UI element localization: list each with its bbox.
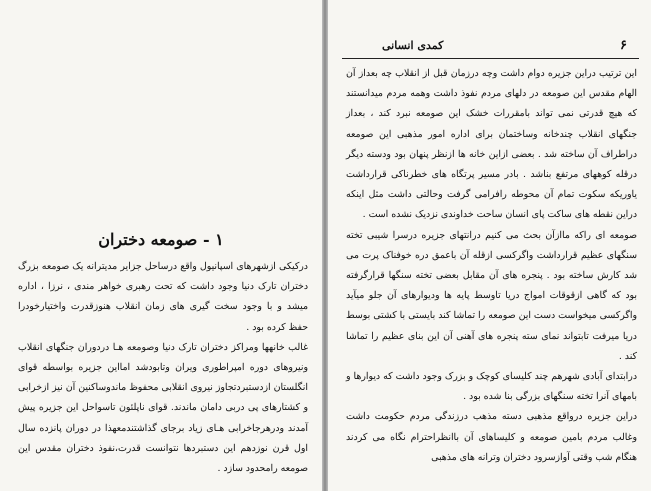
paragraph: این ترتیب دراین جزیره دوام داشت وچه درزمان قبل از انقلاب چه بعداز آن الهام مقدس این صومعه در دلهای مردم نفوذ داشت وهمه مردم میدانستند که هیچ قدرتی نمی تواند بامقررات خشک این صومعه نبرد کند ، بعداز جنگهای انقلاب چندخانه وساختمان برای اداره امور مذهبی این صومعه دراطراف آن ساخته شد . بعضی ازاین خانه ها ازنظر پنهان بود ودسته دیگر درقله کوههای مرتفع بناشد . بادر مسیر پرتگاه های خطرناکی قرارداشت یاوریکه سکوت تمام آن محوطه رافرامی گرفت وحالتی داشت مثل اینکه دراین نقطه های ساکت پای انسان ساحت خداوندی نزدیک نشده است .: [346, 68, 637, 221]
page-number: ۶: [620, 37, 627, 53]
right-page: [328, 0, 651, 491]
paragraph: دراین جزیره درواقع مذهبی دسته مذهب درزندگی مردم حکومت داشت وغالب مردم بامین صومعه و کلیساهای آن باانظراحترام نگاه می کردند هنگام شب وقتی آوازسرود دختران وترانه های مذهبی: [346, 411, 637, 463]
book-gutter: [322, 0, 328, 491]
paragraph: غالب خانهها ومراکز دختران تارک دنیا وصومعه هـا دردوران جنگهای انقلاب ونیروهای دوره امپراطوری ویران وتابودشد امااین جزیره بواسطه قوای انگلستان ازدستبردتجاوز نیروی انقلابی محفوظ ماندوساکنین آن نیز ازخرابی و کشتارهای پی دربی دامان ماندند. قوای ناپلئون تاسواحل این جزیره پیش آمدند ودرهرجاخرابی هـای زیاد برجای گذاشتندمعهذا در دوران پانزده سال اول قرن نوزدهم این دستبردها نتوانست قدرت،نفوذ دختران مقدس این صومعه رامحدود سازد .: [18, 341, 308, 475]
header-rule: [342, 58, 639, 59]
paragraph: درابتدای آبادی شهرهم چند کلیسای کوچک و بزرک وجود داشت که دیوارها و بامهای آنرا تخته سنگهای بزرگی بنا شده بود .: [346, 371, 637, 403]
paragraph: صومعه ای راکه ماازآن بحث می کنیم درانتهای جزیره درسرا شیبی تخته سنگهای عظیم قرارداشت واگرکسی ازقله آن باعمق دره خوفناک پرت می شد کارش ساخته بود . پنجره های آن مقابل بعضی تخته سنگها قرارگرفته بود که گاهی ازقوقات امواج دریا تاوسط پایه ها ودیوارهای آن جلو میآید واگرکسی میخواست دست این صومعه را تماشا کند بایستی با کشتی بوسط دریا میرفت تابتواند نمای سته پنجره های آهنی آن این بنای عظیم را تماشا کند .: [346, 229, 637, 362]
paragraph: درکیکی ازشهرهای اسپانیول واقع درساحل جزایر مدیترانه یک صومعه بزرگ دختران تارک دنیا وجود داشت که تحت رهبری خواهر مندی ، نرزا ، اداره میشد و با وجود سخت گیری های زمان انقلاب هنوزقدرت واختیارخودرا حفظ کرده بود .: [18, 261, 308, 333]
running-title: کمدی انسانی: [382, 38, 444, 52]
left-page-body: [18, 257, 308, 479]
chapter-title: ۱ - صومعه دختران: [98, 230, 224, 249]
left-page: [0, 0, 322, 491]
running-head: [342, 34, 639, 56]
right-page-body: [346, 64, 637, 468]
